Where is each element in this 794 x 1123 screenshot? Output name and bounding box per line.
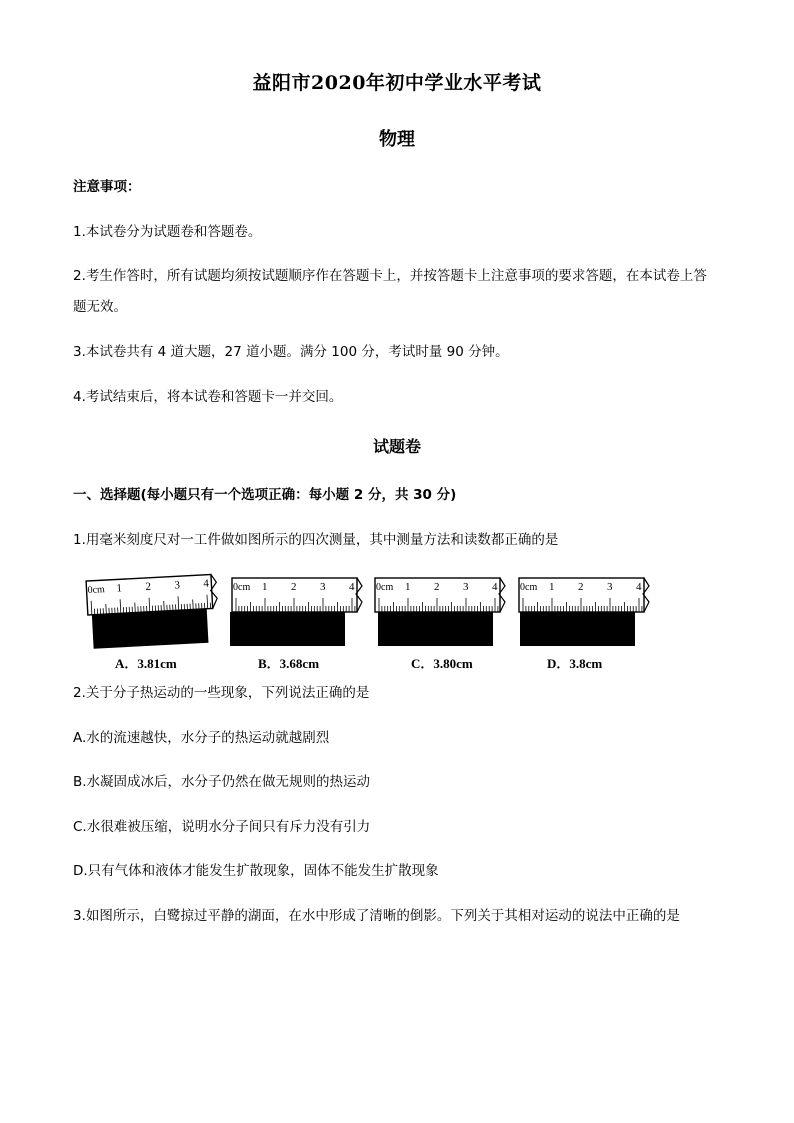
ruler-tick-label: 2 [578,581,584,593]
ruler-tick-label: 3 [320,581,326,593]
ruler-tick-label: 3 [607,581,613,593]
ruler-measurement-figure [85,572,665,678]
ruler-unit-label: 0cm [233,582,251,593]
ruler-option-label: C．3.80cm [411,656,473,671]
part1-heading: 一、选择题(每小题只有一个选项正确：每小题 2 分，共 30 分) [73,487,457,503]
exam-title: 益阳市2020年初中学业水平考试 [252,72,542,94]
ruler-option-d [519,578,649,671]
question-2-option-b: B.水凝固成冰后，水分子仍然在做无规则的热运动 [73,774,371,790]
notice-item-4: 4.考试结束后，将本试卷和答题卡一并交回。 [73,389,343,405]
ruler-tick-label: 4 [349,581,355,593]
notice-item-3: 3.本试卷共有 4 道大题，27 道小题。满分 100 分，考试时量 90 分钟。 [73,344,509,360]
ruler-tick-label: 1 [262,581,268,593]
ruler-unit-label: 0cm [520,582,538,593]
workpiece-block [92,609,209,649]
ruler-option-label: D．3.8cm [547,656,603,671]
question-1-stem: 1.用毫米刻度尺对一工件做如图所示的四次测量，其中测量方法和读数都正确的是 [73,532,559,548]
ruler-tick-label: 1 [549,581,555,593]
ruler-option-label: A．3.81cm [115,656,177,671]
question-3-stem: 3.如图所示，白鹭掠过平静的湖面，在水中形成了清晰的倒影。下列关于其相对运动的说法中正确的是 [73,908,680,924]
notice-item-2-cont: 题无效。 [73,299,127,315]
notice-heading: 注意事项： [73,179,141,195]
question-2-option-a: A.水的流速越快，水分子的热运动就越剧烈 [73,730,330,746]
ruler-tick-label: 1 [405,581,411,593]
workpiece-block [520,612,635,646]
ruler-tick-label: 1 [116,582,123,595]
ruler-tick-label: 2 [291,581,297,593]
ruler-tick-label: 2 [434,581,440,593]
ruler-tick-label: 2 [145,580,152,593]
notice-item-2: 2.考生作答时，所有试题均须按试题顺序作在答题卡上，并按答题卡上注意事项的要求答题，在本试卷上答 [73,268,707,284]
ruler-option-b [230,578,362,671]
section-title: 试题卷 [372,437,421,456]
ruler-tick-label: 4 [492,581,498,593]
subject-title: 物理 [379,129,415,150]
ruler-tick-label: 3 [463,581,469,593]
question-2-option-d: D.只有气体和液体才能发生扩散现象，固体不能发生扩散现象 [73,863,439,879]
question-2-option-c: C.水很难被压缩，说明水分子间只有斥力没有引力 [73,819,371,835]
ruler-unit-label: 0cm [376,582,394,593]
ruler-option-a [86,574,219,671]
workpiece-block [230,612,345,646]
ruler-option-label: B．3.68cm [258,656,320,671]
ruler-option-c [375,578,505,671]
notice-item-1: 1.本试卷分为试题卷和答题卷。 [73,224,262,240]
question-2-stem: 2.关于分子热运动的一些现象，下列说法正确的是 [73,685,370,701]
ruler-tick-label: 4 [203,577,210,590]
ruler-tick-label: 3 [174,579,181,592]
ruler-unit-label: 0cm [87,584,106,596]
workpiece-block [378,612,493,646]
ruler-tick-label: 4 [636,581,642,593]
